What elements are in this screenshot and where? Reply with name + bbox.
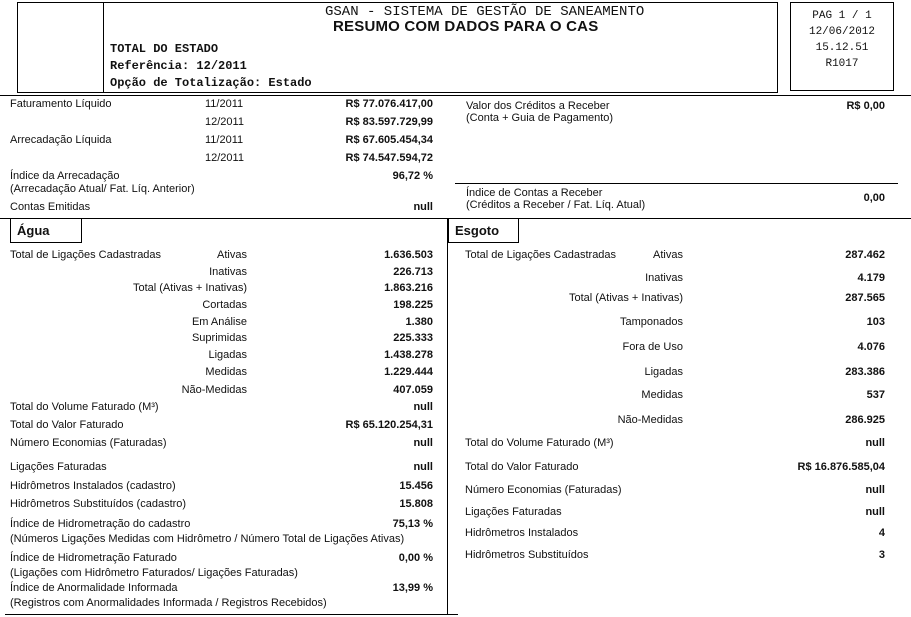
esgoto-ligacao-value: 537 bbox=[866, 389, 885, 401]
print-time: 15.12.51 bbox=[815, 42, 869, 54]
agua-row-label: Total do Volume Faturado (M³) bbox=[10, 401, 159, 413]
esgoto-row-value: null bbox=[865, 437, 885, 449]
creditos-receber-value: R$ 0,00 bbox=[846, 100, 885, 112]
agua-row-value: null bbox=[413, 401, 433, 413]
contas-emitidas-label: Contas Emitidas bbox=[10, 201, 91, 213]
esgoto-ligacao-value: 283.386 bbox=[845, 366, 885, 378]
agua-ligacao-label: Total (Ativas + Inativas) bbox=[132, 282, 247, 294]
esgoto-ligacao-label: Fora de Uso bbox=[622, 341, 683, 353]
agua-ligacao-value: 226.713 bbox=[393, 266, 433, 278]
agua-indice-value: 13,99 % bbox=[392, 582, 433, 594]
agua-ligacao-label: Em Análise bbox=[191, 316, 247, 328]
agua-indice-value: 75,13 % bbox=[392, 518, 433, 530]
arrecadacao-value-2: R$ 74.547.594,72 bbox=[345, 152, 433, 164]
agua-ligacoes-label: Total de Ligações Cadastradas bbox=[10, 249, 162, 261]
system-title: GSAN - SISTEMA DE GESTÃO DE SANEAMENTO bbox=[325, 4, 645, 20]
esgoto-row-value: null bbox=[865, 484, 885, 496]
esgoto-ligacao-value: 4.076 bbox=[857, 341, 885, 353]
faturamento-label: Faturamento Líquido bbox=[10, 98, 112, 110]
agua-row-label: Ligações Faturadas bbox=[10, 461, 107, 473]
agua-ligacao-label: Suprimidas bbox=[191, 332, 247, 344]
indice-arrecadacao-value: 96,72 % bbox=[392, 170, 433, 182]
esgoto-ligacao-value: 287.565 bbox=[845, 292, 885, 304]
agua-ligacao-value: 1.229.444 bbox=[384, 366, 433, 378]
esgoto-row-label: Hidrômetros Instalados bbox=[465, 527, 579, 539]
esgoto-ligacao-value: 4.179 bbox=[857, 272, 885, 284]
agua-row-label: Total do Valor Faturado bbox=[10, 419, 124, 431]
esgoto-ligacoes-label: Total de Ligações Cadastradas bbox=[465, 249, 617, 261]
agua-row-value: 15.808 bbox=[399, 498, 433, 510]
esgoto-ligacao-label: Ligadas bbox=[644, 366, 683, 378]
agua-ligacao-label: Medidas bbox=[205, 366, 247, 378]
esgoto-row-label: Número Economias (Faturadas) bbox=[465, 484, 622, 496]
print-date: 12/06/2012 bbox=[808, 26, 875, 38]
esgoto-ligacao-value: 286.925 bbox=[845, 414, 885, 426]
agua-row-label: Hidrômetros Instalados (cadastro) bbox=[10, 480, 176, 492]
page-number: PAG 1 / 1 bbox=[812, 10, 872, 22]
agua-row-value: R$ 65.120.254,31 bbox=[345, 419, 433, 431]
agua-row-label: Hidrômetros Substituídos (cadastro) bbox=[10, 498, 187, 510]
esgoto-ligacao-value: 287.462 bbox=[845, 249, 885, 261]
esgoto-ligacao-value: 103 bbox=[866, 316, 885, 328]
agua-indice-sublabel: (Números Ligações Medidas com Hidrômetro / Número Total de Ligações Ativas) bbox=[10, 533, 405, 545]
esgoto-row-label: Ligações Faturadas bbox=[465, 506, 562, 518]
agua-ligacao-value: 1.636.503 bbox=[384, 249, 433, 261]
agua-row-value: null bbox=[413, 461, 433, 473]
agua-ligacao-value: 1.438.278 bbox=[384, 349, 433, 361]
indice-contas-value: 0,00 bbox=[863, 192, 885, 204]
esgoto-ligacao-label: Não-Medidas bbox=[617, 414, 683, 426]
header-separator-rule bbox=[0, 95, 911, 96]
esgoto-row-value: 4 bbox=[878, 527, 885, 539]
faturamento-value-1: R$ 77.076.417,00 bbox=[345, 98, 433, 110]
agua-ligacao-label: Não-Medidas bbox=[181, 384, 247, 396]
esgoto-row-value: R$ 16.876.585,04 bbox=[797, 461, 885, 473]
esgoto-row-label: Hidrômetros Substituídos bbox=[465, 549, 589, 561]
esgoto-row-label: Total do Volume Faturado (M³) bbox=[465, 437, 614, 449]
esgoto-row-value: 3 bbox=[878, 549, 885, 561]
reference-label: Referência: 12/2011 bbox=[110, 59, 247, 73]
agua-ligacao-label: Cortadas bbox=[202, 299, 247, 311]
esgoto-ligacao-label: Medidas bbox=[641, 389, 683, 401]
faturamento-value-2: R$ 83.597.729,99 bbox=[345, 116, 433, 128]
agua-ligacao-label: Ativas bbox=[217, 249, 247, 261]
agua-indice-label: Índice de Hidrometração do cadastro bbox=[10, 518, 191, 530]
agua-section-title: Água bbox=[10, 218, 82, 243]
esgoto-section-title: Esgoto bbox=[448, 218, 519, 243]
esgoto-ligacao-label: Total (Ativas + Inativas) bbox=[568, 292, 683, 304]
indice-arrecadacao-sublabel: (Arrecadação Atual/ Fat. Líq. Anterior) bbox=[10, 183, 195, 195]
report-title: RESUMO COM DADOS PARA O CAS bbox=[333, 18, 599, 35]
agua-ligacao-value: 1.380 bbox=[405, 316, 433, 328]
scope-label: TOTAL DO ESTADO bbox=[110, 42, 219, 56]
faturamento-period-2: 12/2011 bbox=[205, 116, 244, 128]
faturamento-period-1: 11/2011 bbox=[205, 98, 244, 110]
indice-contas-separator-rule bbox=[455, 183, 898, 184]
indice-contas-sublabel: (Créditos a Receber / Fat. Líq. Atual) bbox=[466, 199, 646, 211]
page-info-box bbox=[790, 2, 894, 91]
agua-indice-sublabel: (Registros com Anormalidades Informada / Registros Recebidos) bbox=[10, 597, 327, 609]
creditos-receber-sublabel: (Conta + Guia de Pagamento) bbox=[466, 112, 614, 124]
esgoto-ligacao-label: Tamponados bbox=[620, 316, 683, 328]
arrecadacao-label: Arrecadação Líquida bbox=[10, 134, 112, 146]
agua-indice-sublabel: (Ligações com Hidrômetro Faturados/ Ligações Faturadas) bbox=[10, 567, 298, 579]
agua-row-value: null bbox=[413, 437, 433, 449]
agua-ligacao-value: 1.863.216 bbox=[384, 282, 433, 294]
agua-row-label: Número Economias (Faturadas) bbox=[10, 437, 167, 449]
agua-indice-value: 0,00 % bbox=[398, 552, 433, 564]
contas-emitidas-value: null bbox=[413, 201, 433, 213]
agua-indice-label: Índice de Anormalidade Informada bbox=[10, 582, 178, 594]
agua-indice-label: Índice de Hidrometração Faturado bbox=[10, 552, 177, 564]
totalization-label: Opção de Totalização: Estado bbox=[110, 76, 312, 90]
agua-ligacao-label: Ligadas bbox=[208, 349, 247, 361]
esgoto-ligacao-label: Ativas bbox=[653, 249, 683, 261]
arrecadacao-period-2: 12/2011 bbox=[205, 152, 244, 164]
agua-row-value: 15.456 bbox=[399, 480, 433, 492]
agua-ligacao-label: Inativas bbox=[209, 266, 247, 278]
agua-ligacao-value: 407.059 bbox=[393, 384, 433, 396]
report-code: R1017 bbox=[825, 58, 859, 70]
agua-bottom-rule bbox=[5, 614, 458, 615]
agua-ligacao-value: 225.333 bbox=[393, 332, 433, 344]
esgoto-ligacao-label: Inativas bbox=[645, 272, 683, 284]
indice-arrecadacao-label: Índice da Arrecadação bbox=[10, 170, 120, 182]
agua-ligacao-value: 198.225 bbox=[393, 299, 433, 311]
column-divider bbox=[447, 218, 448, 615]
esgoto-row-value: null bbox=[865, 506, 885, 518]
indice-contas-label: Índice de Contas a Receber bbox=[466, 187, 603, 199]
creditos-receber-label: Valor dos Créditos a Receber bbox=[466, 100, 610, 112]
arrecadacao-period-1: 11/2011 bbox=[205, 134, 244, 146]
header-left-cell-divider bbox=[103, 2, 104, 93]
arrecadacao-value-1: R$ 67.605.454,34 bbox=[345, 134, 433, 146]
esgoto-row-label: Total do Valor Faturado bbox=[465, 461, 579, 473]
